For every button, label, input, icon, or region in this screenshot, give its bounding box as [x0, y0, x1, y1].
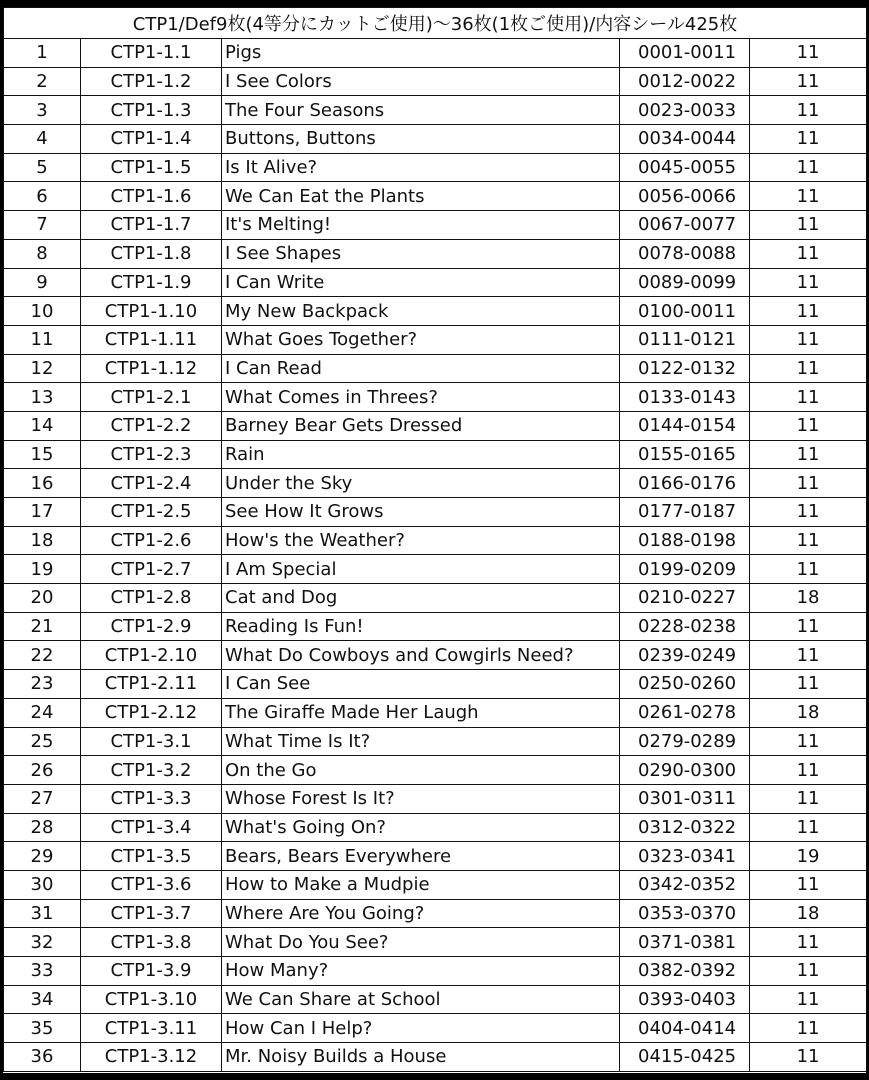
table-row	[4, 67, 867, 96]
table-row	[4, 440, 867, 469]
cell-count[interactable]: 11	[750, 211, 867, 240]
cell-number[interactable]: 16	[4, 469, 81, 498]
cell-code[interactable]: CTP1-3.8	[81, 928, 222, 957]
cell-code[interactable]: CTP1-1.7	[81, 211, 222, 240]
cell-title[interactable]: It's Melting!	[222, 211, 620, 240]
table-row	[4, 211, 867, 240]
cell-title[interactable]: Bears, Bears Everywhere	[222, 842, 620, 871]
table-row	[4, 239, 867, 268]
cell-range[interactable]: 0188-0198	[620, 526, 750, 555]
cell-title[interactable]: I See Shapes	[222, 239, 620, 268]
cell-title[interactable]: Pigs	[222, 39, 620, 68]
cell-count[interactable]: 11	[750, 354, 867, 383]
cell-range[interactable]: 0111-0121	[620, 325, 750, 354]
table-row	[4, 268, 867, 297]
table-body	[4, 39, 867, 1072]
cell-count[interactable]: 11	[750, 383, 867, 412]
cell-title[interactable]: I Am Special	[222, 555, 620, 584]
cell-title[interactable]: See How It Grows	[222, 498, 620, 527]
cell-range[interactable]: 0012-0022	[620, 67, 750, 96]
cell-range[interactable]: 0312-0322	[620, 813, 750, 842]
cell-code[interactable]: CTP1-3.5	[81, 842, 222, 871]
cell-number[interactable]: 1	[4, 39, 81, 68]
cell-number[interactable]: 4	[4, 125, 81, 154]
table-row	[4, 39, 867, 68]
table-row	[4, 1043, 867, 1072]
cell-title[interactable]: How Can I Help?	[222, 1014, 620, 1043]
cell-title[interactable]: Whose Forest Is It?	[222, 784, 620, 813]
table-row	[4, 584, 867, 613]
cell-count[interactable]: 18	[750, 584, 867, 613]
cell-range[interactable]: 0056-0066	[620, 182, 750, 211]
table-row	[4, 182, 867, 211]
cell-number[interactable]: 10	[4, 297, 81, 326]
cell-range[interactable]: 0100-0011	[620, 297, 750, 326]
cell-title[interactable]: How's the Weather?	[222, 526, 620, 555]
cell-count[interactable]: 11	[750, 727, 867, 756]
cell-range[interactable]: 0371-0381	[620, 928, 750, 957]
table-row	[4, 325, 867, 354]
cell-number[interactable]: 32	[4, 928, 81, 957]
cell-range[interactable]: 0290-0300	[620, 756, 750, 785]
cell-count[interactable]: 11	[750, 498, 867, 527]
table-row	[4, 612, 867, 641]
table-row	[4, 411, 867, 440]
cell-code[interactable]: CTP1-3.6	[81, 870, 222, 899]
cell-count[interactable]: 11	[750, 125, 867, 154]
cell-range[interactable]: 0089-0099	[620, 268, 750, 297]
cell-range[interactable]: 0228-0238	[620, 612, 750, 641]
cell-count[interactable]: 11	[750, 325, 867, 354]
cell-count[interactable]: 19	[750, 842, 867, 871]
table-row	[4, 498, 867, 527]
cell-count[interactable]: 11	[750, 784, 867, 813]
cell-code[interactable]: CTP1-2.3	[81, 440, 222, 469]
cell-number[interactable]: 36	[4, 1043, 81, 1072]
cell-code[interactable]: CTP1-2.11	[81, 670, 222, 699]
cell-range[interactable]: 0210-0227	[620, 584, 750, 613]
table-row	[4, 555, 867, 584]
cell-number[interactable]: 26	[4, 756, 81, 785]
book-list-table	[3, 7, 867, 1072]
cell-number[interactable]: 24	[4, 698, 81, 727]
cell-count[interactable]: 11	[750, 641, 867, 670]
cell-code[interactable]: CTP1-1.5	[81, 153, 222, 182]
cell-number[interactable]: 2	[4, 67, 81, 96]
cell-code[interactable]: CTP1-1.9	[81, 268, 222, 297]
table-row	[4, 870, 867, 899]
cell-range[interactable]: 0045-0055	[620, 153, 750, 182]
cell-title[interactable]: I Can See	[222, 670, 620, 699]
cell-title[interactable]: The Giraffe Made Her Laugh	[222, 698, 620, 727]
cell-number[interactable]: 28	[4, 813, 81, 842]
cell-range[interactable]: 0342-0352	[620, 870, 750, 899]
cell-title[interactable]: What Do Cowboys and Cowgirls Need?	[222, 641, 620, 670]
cell-code[interactable]: CTP1-1.3	[81, 96, 222, 125]
cell-number[interactable]: 14	[4, 411, 81, 440]
table-row	[4, 96, 867, 125]
cell-title[interactable]: Cat and Dog	[222, 584, 620, 613]
table-row	[4, 928, 867, 957]
cell-count[interactable]: 11	[750, 182, 867, 211]
cell-title[interactable]: I Can Read	[222, 354, 620, 383]
cell-code[interactable]: CTP1-3.4	[81, 813, 222, 842]
cell-range[interactable]: 0239-0249	[620, 641, 750, 670]
cell-code[interactable]: CTP1-1.4	[81, 125, 222, 154]
cell-code[interactable]: CTP1-3.3	[81, 784, 222, 813]
cell-range[interactable]: 0034-0044	[620, 125, 750, 154]
cell-range[interactable]: 0155-0165	[620, 440, 750, 469]
cell-title[interactable]: Where Are You Going?	[222, 899, 620, 928]
cell-count[interactable]: 11	[750, 1014, 867, 1043]
cell-range[interactable]: 0353-0370	[620, 899, 750, 928]
cell-number[interactable]: 29	[4, 842, 81, 871]
cell-range[interactable]: 0023-0033	[620, 96, 750, 125]
table-row	[4, 641, 867, 670]
cell-range[interactable]: 0177-0187	[620, 498, 750, 527]
table-row	[4, 813, 867, 842]
table-row	[4, 1014, 867, 1043]
cell-code[interactable]: CTP1-3.7	[81, 899, 222, 928]
cell-title[interactable]: I Can Write	[222, 268, 620, 297]
cell-count[interactable]: 11	[750, 555, 867, 584]
cell-count[interactable]: 11	[750, 39, 867, 68]
cell-title[interactable]: We Can Eat the Plants	[222, 182, 620, 211]
cell-range[interactable]: 0404-0414	[620, 1014, 750, 1043]
cell-range[interactable]: 0199-0209	[620, 555, 750, 584]
table-row	[4, 899, 867, 928]
cell-number[interactable]: 3	[4, 96, 81, 125]
table-row	[4, 526, 867, 555]
cell-number[interactable]: 35	[4, 1014, 81, 1043]
cell-count[interactable]: 11	[750, 985, 867, 1014]
table-row	[4, 842, 867, 871]
cell-number[interactable]: 34	[4, 985, 81, 1014]
cell-number[interactable]: 20	[4, 584, 81, 613]
cell-count[interactable]: 11	[750, 268, 867, 297]
cell-range[interactable]: 0133-0143	[620, 383, 750, 412]
table-row	[4, 727, 867, 756]
cell-code[interactable]: CTP1-3.11	[81, 1014, 222, 1043]
cell-number[interactable]: 19	[4, 555, 81, 584]
cell-range[interactable]: 0393-0403	[620, 985, 750, 1014]
cell-code[interactable]: CTP1-1.11	[81, 325, 222, 354]
cell-code[interactable]: CTP1-2.10	[81, 641, 222, 670]
table-row	[4, 784, 867, 813]
cell-count[interactable]: 18	[750, 698, 867, 727]
table-row	[4, 383, 867, 412]
cell-range[interactable]: 0323-0341	[620, 842, 750, 871]
cell-code[interactable]: CTP1-1.6	[81, 182, 222, 211]
table-row	[4, 985, 867, 1014]
cell-code[interactable]: CTP1-1.10	[81, 297, 222, 326]
cell-count[interactable]: 11	[750, 153, 867, 182]
cell-number[interactable]: 8	[4, 239, 81, 268]
cell-code[interactable]: CTP1-3.1	[81, 727, 222, 756]
cell-code[interactable]: CTP1-2.12	[81, 698, 222, 727]
cell-title[interactable]: How to Make a Mudpie	[222, 870, 620, 899]
table-row	[4, 125, 867, 154]
cell-code[interactable]: CTP1-2.9	[81, 612, 222, 641]
table-row	[4, 957, 867, 986]
cell-title[interactable]: Rain	[222, 440, 620, 469]
table-row	[4, 153, 867, 182]
cell-code[interactable]: CTP1-1.8	[81, 239, 222, 268]
cell-count[interactable]: 11	[750, 469, 867, 498]
cell-code[interactable]: CTP1-2.4	[81, 469, 222, 498]
cell-code[interactable]: CTP1-3.2	[81, 756, 222, 785]
cell-range[interactable]: 0382-0392	[620, 957, 750, 986]
spreadsheet-sheet	[3, 7, 866, 1073]
cell-count[interactable]: 11	[750, 96, 867, 125]
cell-count[interactable]: 11	[750, 813, 867, 842]
cell-title[interactable]: We Can Share at School	[222, 985, 620, 1014]
table-row	[4, 756, 867, 785]
table-row	[4, 297, 867, 326]
cell-number[interactable]: 15	[4, 440, 81, 469]
cell-code[interactable]: CTP1-3.10	[81, 985, 222, 1014]
cell-range[interactable]: 0067-0077	[620, 211, 750, 240]
cell-number[interactable]: 7	[4, 211, 81, 240]
cell-title[interactable]: What Do You See?	[222, 928, 620, 957]
cell-count[interactable]: 11	[750, 670, 867, 699]
cell-title[interactable]: Is It Alive?	[222, 153, 620, 182]
cell-count[interactable]: 11	[750, 928, 867, 957]
cell-range[interactable]: 0279-0289	[620, 727, 750, 756]
cell-number[interactable]: 12	[4, 354, 81, 383]
cell-number[interactable]: 13	[4, 383, 81, 412]
cell-count[interactable]: 11	[750, 411, 867, 440]
cell-number[interactable]: 5	[4, 153, 81, 182]
cell-number[interactable]: 27	[4, 784, 81, 813]
table-row	[4, 469, 867, 498]
cell-number[interactable]: 17	[4, 498, 81, 527]
cell-code[interactable]: CTP1-3.9	[81, 957, 222, 986]
cell-code[interactable]: CTP1-1.1	[81, 39, 222, 68]
cell-title[interactable]: Reading Is Fun!	[222, 612, 620, 641]
cell-count[interactable]: 11	[750, 440, 867, 469]
cell-range[interactable]: 0122-0132	[620, 354, 750, 383]
cell-number[interactable]: 30	[4, 870, 81, 899]
cell-code[interactable]: CTP1-3.12	[81, 1043, 222, 1072]
cell-code[interactable]: CTP1-1.2	[81, 67, 222, 96]
cell-count[interactable]: 11	[750, 526, 867, 555]
cell-title[interactable]: I See Colors	[222, 67, 620, 96]
cell-count[interactable]: 11	[750, 1043, 867, 1072]
cell-range[interactable]: 0250-0260	[620, 670, 750, 699]
cell-code[interactable]: CTP1-2.6	[81, 526, 222, 555]
cell-title[interactable]: What Time Is It?	[222, 727, 620, 756]
cell-count[interactable]: 11	[750, 612, 867, 641]
table-row	[4, 670, 867, 699]
cell-code[interactable]: CTP1-2.1	[81, 383, 222, 412]
cell-number[interactable]: 22	[4, 641, 81, 670]
cell-title[interactable]: The Four Seasons	[222, 96, 620, 125]
cell-title[interactable]: What's Going On?	[222, 813, 620, 842]
cell-title[interactable]: How Many?	[222, 957, 620, 986]
cell-range[interactable]: 0261-0278	[620, 698, 750, 727]
cell-number[interactable]: 9	[4, 268, 81, 297]
cell-range[interactable]: 0166-0176	[620, 469, 750, 498]
cell-code[interactable]: CTP1-2.5	[81, 498, 222, 527]
table-row	[4, 354, 867, 383]
cell-title[interactable]: Under the Sky	[222, 469, 620, 498]
cell-title[interactable]: On the Go	[222, 756, 620, 785]
cell-count[interactable]: 11	[750, 870, 867, 899]
cell-count[interactable]: 18	[750, 899, 867, 928]
cell-title[interactable]: Mr. Noisy Builds a House	[222, 1043, 620, 1072]
cell-title[interactable]: My New Backpack	[222, 297, 620, 326]
cell-number[interactable]: 33	[4, 957, 81, 986]
cell-range[interactable]: 0078-0088	[620, 239, 750, 268]
cell-range[interactable]: 0001-0011	[620, 39, 750, 68]
cell-number[interactable]: 23	[4, 670, 81, 699]
table-title: CTP1/Def9枚(4等分にカットご使用)〜36枚(1枚ご使用)/内容シール425枚	[4, 8, 867, 39]
cell-count[interactable]: 11	[750, 756, 867, 785]
table-row	[4, 698, 867, 727]
cell-number[interactable]: 18	[4, 526, 81, 555]
cell-number[interactable]: 11	[4, 325, 81, 354]
cell-range[interactable]: 0301-0311	[620, 784, 750, 813]
cell-code[interactable]: CTP1-2.8	[81, 584, 222, 613]
cell-number[interactable]: 21	[4, 612, 81, 641]
cell-count[interactable]: 11	[750, 67, 867, 96]
cell-range[interactable]: 0144-0154	[620, 411, 750, 440]
cell-count[interactable]: 11	[750, 297, 867, 326]
cell-code[interactable]: CTP1-2.7	[81, 555, 222, 584]
cell-code[interactable]: CTP1-2.2	[81, 411, 222, 440]
cell-number[interactable]: 6	[4, 182, 81, 211]
cell-title[interactable]: Buttons, Buttons	[222, 125, 620, 154]
cell-count[interactable]: 11	[750, 239, 867, 268]
cell-title[interactable]: What Comes in Threes?	[222, 383, 620, 412]
cell-count[interactable]: 11	[750, 957, 867, 986]
cell-number[interactable]: 25	[4, 727, 81, 756]
cell-range[interactable]: 0415-0425	[620, 1043, 750, 1072]
cell-title[interactable]: What Goes Together?	[222, 325, 620, 354]
cell-number[interactable]: 31	[4, 899, 81, 928]
cell-title[interactable]: Barney Bear Gets Dressed	[222, 411, 620, 440]
cell-code[interactable]: CTP1-1.12	[81, 354, 222, 383]
header-row	[4, 8, 867, 39]
